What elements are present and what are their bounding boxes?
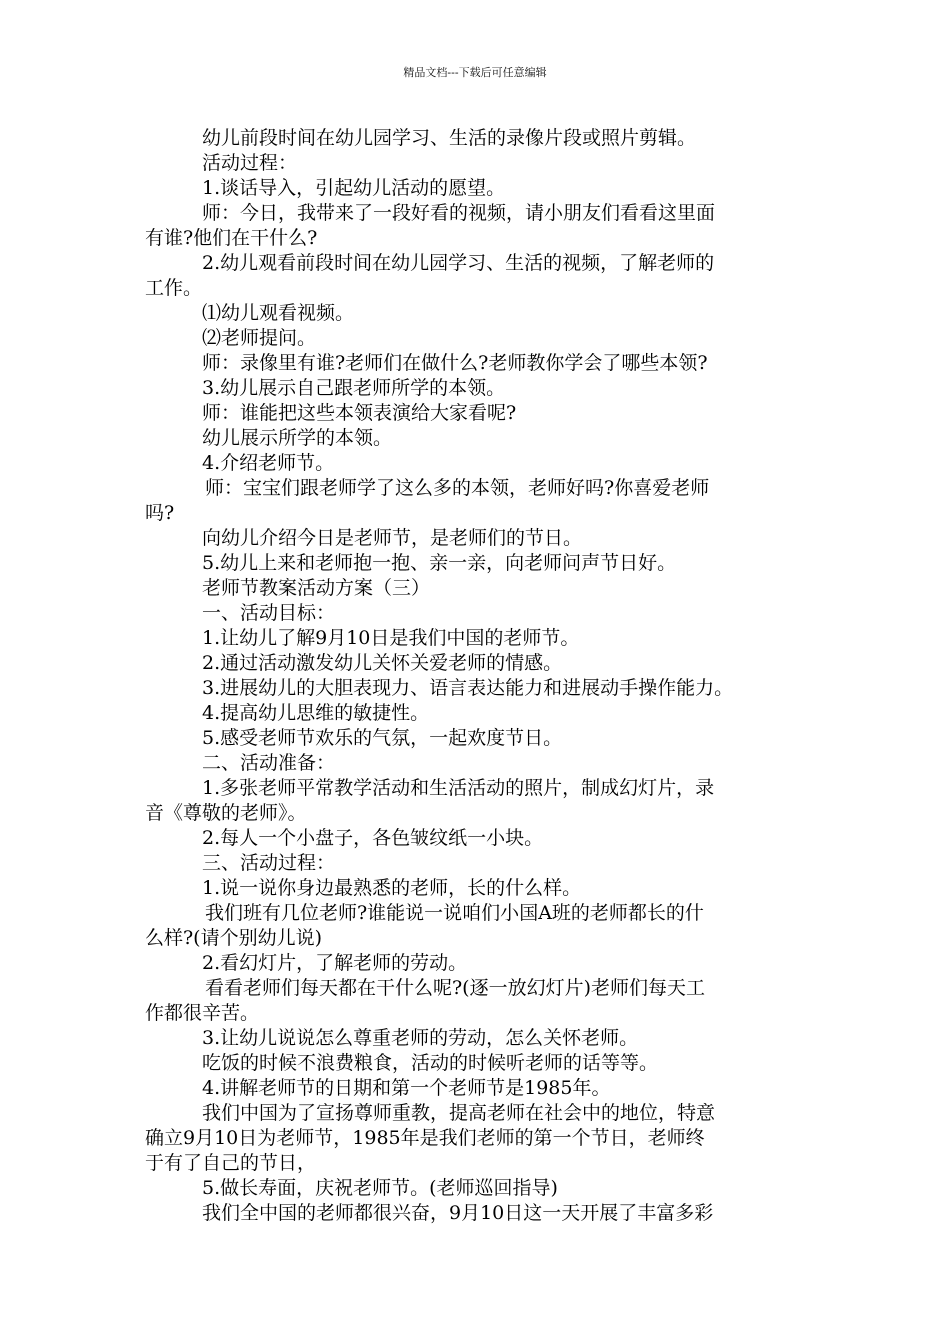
text-line: 吃饭的时候不浪费粮食，活动的时候听老师的话等等。 [202,1052,659,1074]
text-line: 2.幼儿观看前段时间在幼儿园学习、生活的视频，了解老师的 [202,252,715,274]
text-line: 有谁?他们在干什么? [145,227,318,249]
text-line: 4.介绍老师节。 [202,452,335,474]
text-line: 吗? [145,502,175,524]
text-line: 1.多张老师平常教学活动和生活活动的照片，制成幻灯片，录 [202,777,715,799]
text-line: 我们中国为了宣扬尊师重教，提高老师在社会中的地位，特意 [202,1102,716,1124]
text-line: 师：今日，我带来了一段好看的视频，请小朋友们看看这里面 [202,202,716,224]
text-line: 活动过程： [202,152,298,174]
document-body [145,126,825,1226]
text-line: 于有了自己的节日， [145,1152,317,1174]
text-line: ⑴幼儿观看视频。 [202,302,355,324]
text-line: 3.幼儿展示自己跟老师所学的本领。 [202,377,506,399]
text-line: 3.让幼儿说说怎么尊重老师的劳动，怎么关怀老师。 [202,1027,639,1049]
text-line: 2.每人一个小盘子，各色皱纹纸一小块。 [202,827,544,849]
text-line: 确立9月10日为老师节，1985年是我们老师的第一个节日，老师终 [145,1127,705,1149]
text-line: 师：录像里有谁?老师们在做什么?老师教你学会了哪些本领? [202,352,708,374]
page-header: 精品文档---下载后可任意编辑 [403,66,547,79]
text-line: 1.说一说你身边最熟悉的老师，长的什么样。 [202,877,582,899]
text-line: 工作。 [145,277,203,299]
text-line: 1.谈话导入，引起幼儿活动的愿望。 [202,177,506,199]
text-line: 5.感受老师节欢乐的气氛，一起欢度节日。 [202,727,563,749]
text-line: 我们班有几位老师?谁能说一说咱们小国A班的老师都长的什 [205,902,704,924]
text-line: 幼儿前段时间在幼儿园学习、生活的录像片段或照片剪辑。 [202,127,697,149]
text-line: 4.提高幼儿思维的敏捷性。 [202,702,430,724]
text-line: 看看老师们每天都在干什么呢?(逐一放幻灯片)老师们每天工 [205,977,706,999]
text-line: 3.进展幼儿的大胆表现力、语言表达能力和进展动手操作能力。 [202,677,734,699]
text-line: 么样?(请个别幼儿说) [145,927,323,949]
text-line: ⑵老师提问。 [202,327,317,349]
text-line: 2.通过活动激发幼儿关怀关爱老师的情感。 [202,652,563,674]
text-line: 5.幼儿上来和老师抱一抱、亲一亲，向老师问声节日好。 [202,552,677,574]
text-line: 师：谁能把这些本领表演给大家看呢? [202,402,517,424]
text-line: 1.让幼儿了解9月10日是我们中国的老师节。 [202,627,580,649]
text-line: 一、活动目标： [202,602,336,624]
text-line: 作都很辛苦。 [145,1002,260,1024]
text-line: 三、活动过程： [202,852,336,874]
text-line: 音《尊敬的老师》。 [145,802,307,824]
text-line: 老师节教案活动方案（三） [202,577,431,599]
text-line: 2.看幻灯片，了解老师的劳动。 [202,952,468,974]
text-line: 二、活动准备： [202,752,336,774]
text-line: 师：宝宝们跟老师学了这么多的本领，老师好吗?你喜爱老师 [205,477,710,499]
text-line: 我们全中国的老师都很兴奋，9月10日这一天开展了丰富多彩 [202,1202,714,1224]
text-line: 向幼儿介绍今日是老师节，是老师们的节日。 [202,527,583,549]
text-line: 幼儿展示所学的本领。 [202,427,393,449]
text-line: 5.做长寿面，庆祝老师节。(老师巡回指导) [202,1177,558,1199]
text-line: 4.讲解老师节的日期和第一个老师节是1985年。 [202,1077,611,1099]
